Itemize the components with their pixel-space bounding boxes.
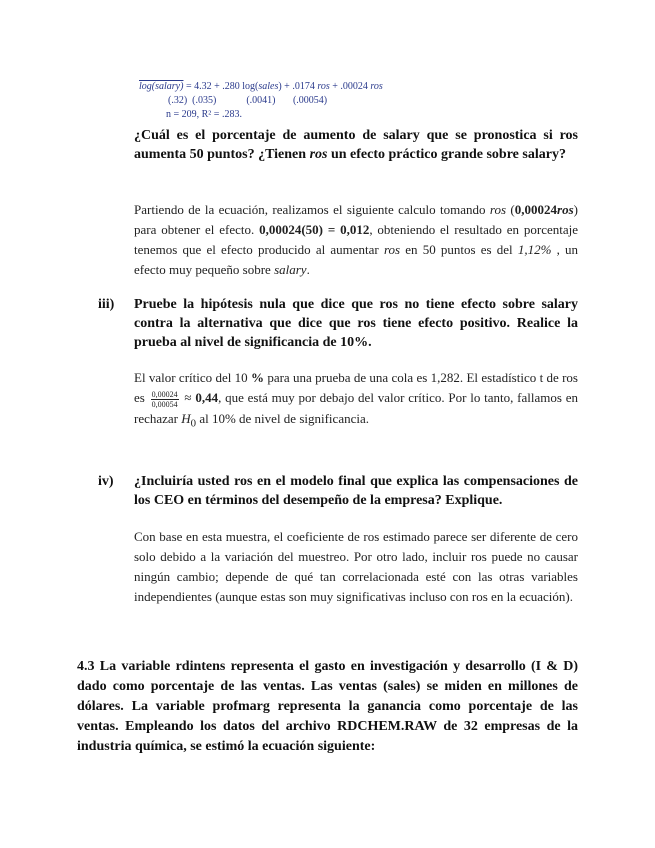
regression-equation	[139, 80, 419, 124]
t-statistic-fraction: $\frac{0,00024}{0,00054}$	[151, 389, 178, 409]
question-ii: ¿Cuál es el porcentaje de aumento de salary que se pronostica si ros aumenta 50 puntos? ¿Tienen ros un efecto práctico grande sobre salary?	[134, 128, 578, 162]
equation-standard-errors: (.32) (.035) (.0041) (.00054)	[168, 95, 328, 106]
equation-sample-stats: n = 209, R² = .283.	[166, 109, 242, 120]
section-4-3-prompt: 4.3 La variable rdintens representa el gasto en investigación y desarrollo (I & D) dado como porcentaje de las ventas. Las ventas (sales) se miden en millones de dólares. La variable profmarg representa la ganancia como porcentaje de las ventas. Empleando los datos del archivo RDCHEM.RAW de 32 empresas de la industria química, se estimó la ecuación siguiente:	[77, 659, 578, 754]
equation-line-1: log(salary) = 4.32 + .280 log(sales) + .0174 ros + .00024 ros	[139, 81, 383, 92]
question-iii: Pruebe la hipótesis nula que dice que ros no tiene efecto sobre salary contra la alternativa que dice que ros tiene efecto positivo. Realice la prueba al nivel de significancia de 10%.	[134, 297, 578, 350]
answer-ii: Partiendo de la ecuación, realizamos el siguiente calculo tomando ros (0,00024ros) para obtener el efecto. 0,00024(50) = 0,012, obteniendo el resultado en porcentaje tenemos que el efecto producido al aumentar ros en 50 puntos es del 1,12% , un efecto muy pequeño sobre salary.	[134, 202, 579, 277]
equation-lhs: log(salary)	[139, 81, 184, 92]
question-iv: ¿Incluiría usted ros en el modelo final que explica las compensaciones de los CEO en términos del desempeño de la empresa? Explique.	[134, 474, 578, 508]
answer-iii: El valor crítico del 10 % para una prueba de una cola es 1,282. El estadístico t de ros es $\frac{0,00024}{0,00054}$ ≈ 0,44, que está muy por debajo del valor crítico. Por lo tanto, fallamos en rechazar $H_0$ al 10% de nivel de significancia.	[134, 370, 578, 430]
question-iii-number: iii)	[98, 297, 115, 312]
question-iv-number: iv)	[98, 474, 114, 489]
answer-iv: Con base en esta muestra, el coeficiente de ros estimado parece ser diferente de cero solo debido a la variación del muestreo. Por otro lado, incluir ros puede no causar ningún cambio; depende de qué tan correlacionada esté con las otras variables independientes (aunque estas son muy significativas incluso con ros en la ecuación).	[134, 529, 578, 604]
